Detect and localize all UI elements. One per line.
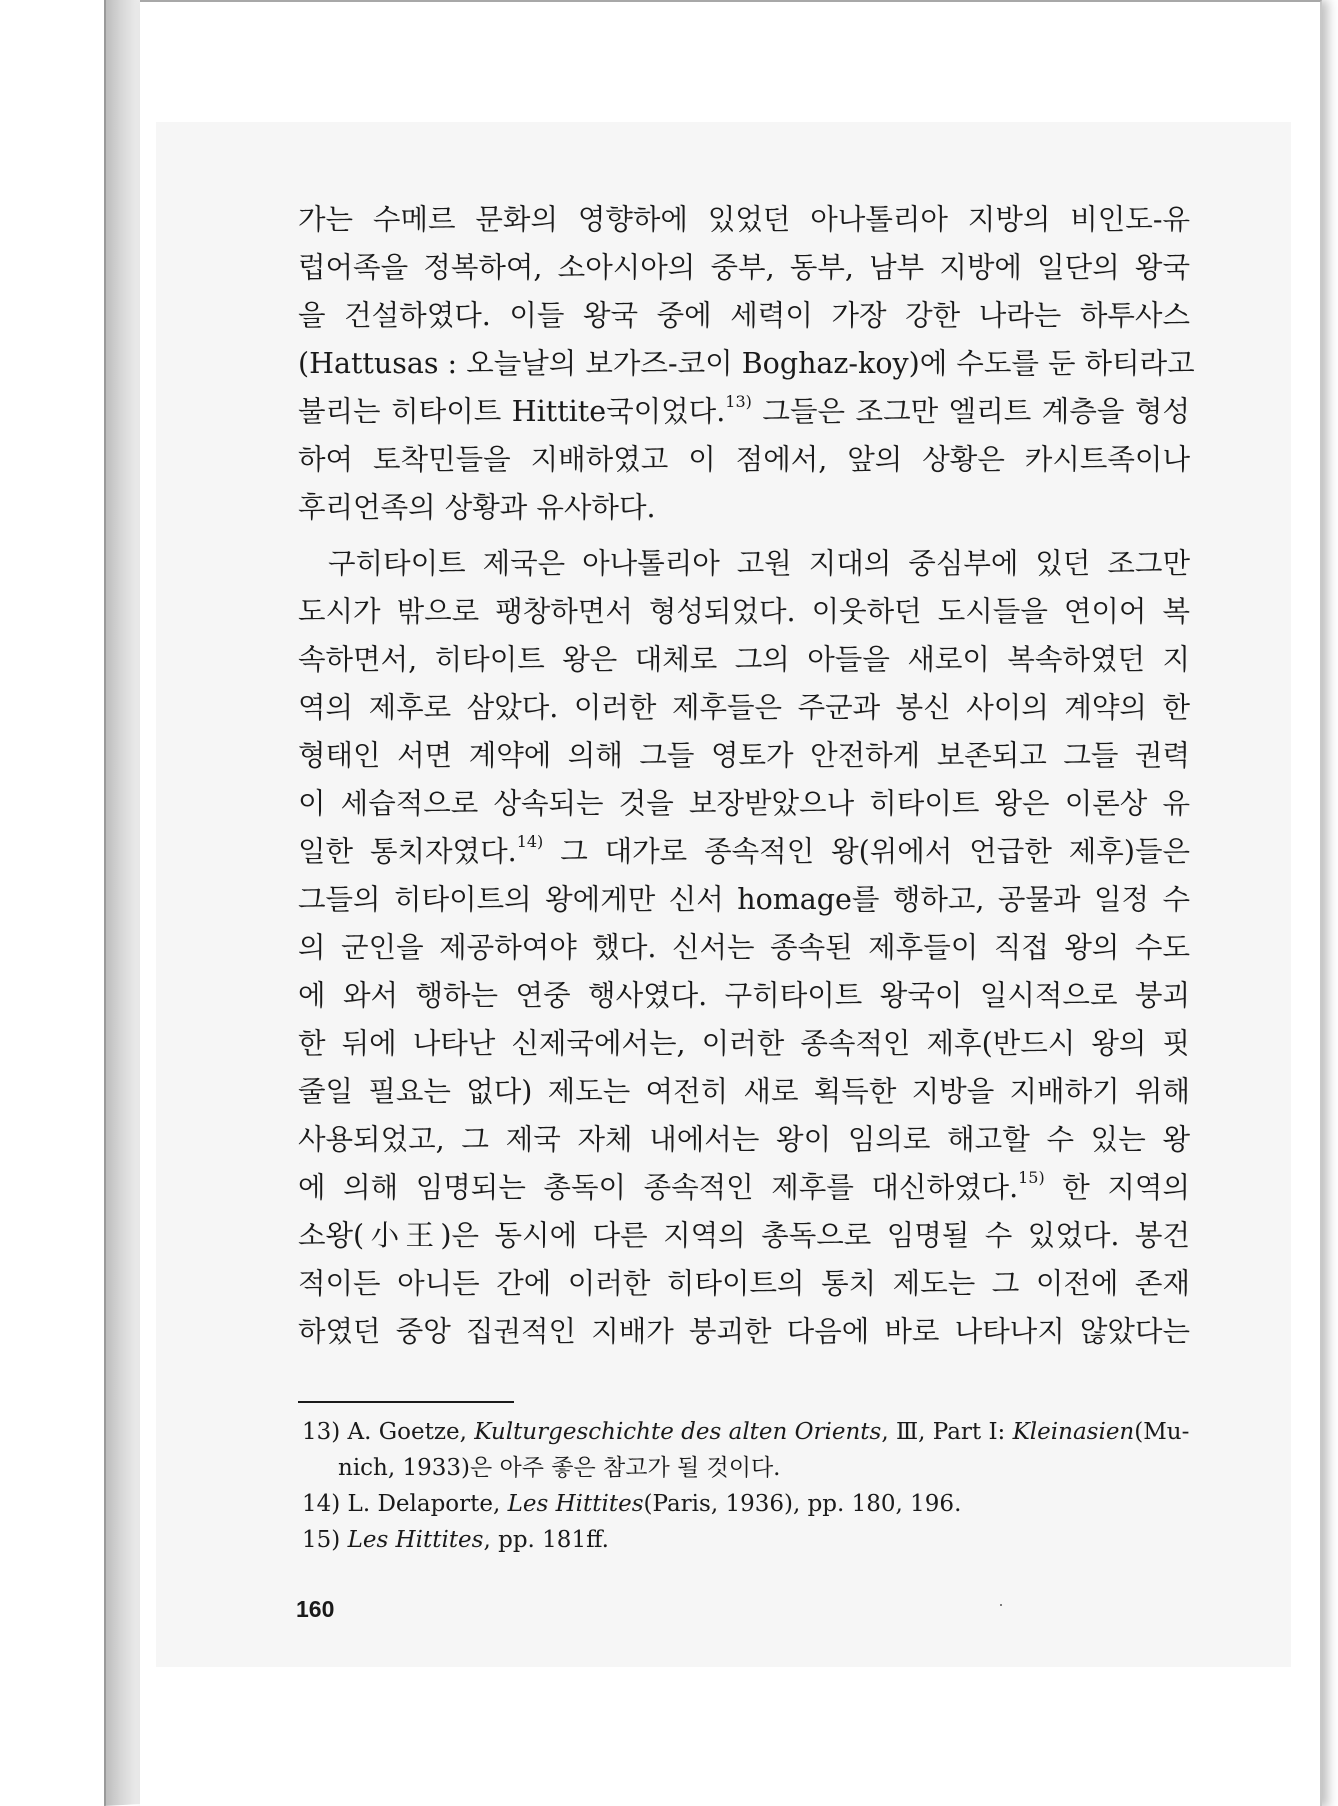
footnote-ref-13: 13) (725, 392, 752, 411)
footnotes (302, 1414, 1188, 1558)
footnote-number: 13) (302, 1419, 341, 1445)
text-line: 에 와서 행하는 연중 행사였다. 구히타이트 왕국이 일시적으로 붕괴 (298, 979, 1190, 1012)
text-run: 불리는 히타이트 Hittite국이었다. (298, 395, 726, 428)
footnote-text: (Paris, 1936), pp. 180, 196. (643, 1491, 962, 1517)
footnote-title: Les Hittites (507, 1491, 644, 1517)
scan-speck (1000, 1604, 1002, 1606)
text-line: 줄일 필요는 없다) 제도는 여전히 새로 획득한 지방을 지배하기 위해 (298, 1075, 1190, 1108)
text-line: 소왕(小王)은 동시에 다른 지역의 총독으로 임명될 수 있었다. 봉건 (298, 1219, 1190, 1252)
footnote-title: Kleinasien (1012, 1419, 1135, 1445)
page-number: 160 (296, 1596, 335, 1622)
text-line: 역의 제후로 삼았다. 이러한 제후들은 주군과 봉신 사이의 계약의 한 (298, 691, 1190, 724)
text-run: 일한 통치자였다. (298, 835, 517, 868)
text-line: 을 건설하였다. 이들 왕국 중에 세력이 가장 강한 나라는 하투사스 (298, 299, 1190, 332)
text-line: (Hattusas : 오늘날의 보가즈-코이 Boghaz-koy)에 수도를 둔 하티라고 (298, 347, 1195, 380)
footnote-text: , pp. 181ff. (483, 1527, 609, 1553)
text-line: 하였던 중앙 집권적인 지배가 붕괴한 다음에 바로 나타나지 않았다는 (298, 1315, 1190, 1348)
text-line: 속하면서, 히타이트 왕은 대체로 그의 아들을 새로이 복속하였던 지 (298, 643, 1190, 676)
footnote-14 (302, 1486, 1188, 1522)
footnote-text: L. Delaporte, (340, 1491, 508, 1517)
footnote-text: (Mu- (1134, 1419, 1190, 1445)
footnote-title: Les Hittites (347, 1527, 484, 1553)
footnote-15 (302, 1522, 1188, 1558)
footnote-text: A. Goetze, (340, 1419, 475, 1445)
text-run: 에 의해 임명되는 총독이 종속적인 제후를 대신하였다. (298, 1171, 1019, 1204)
text-run: 그 대가로 종속적인 왕(위에서 언급한 제후)들은 (543, 835, 1191, 868)
text-line: 적이든 아니든 간에 이러한 히타이트의 통치 제도는 그 이전에 존재 (298, 1267, 1190, 1300)
footnote-ref-15: 15) (1018, 1168, 1045, 1187)
text-line: 구히타이트 제국은 아나톨리아 고원 지대의 중심부에 있던 조그만 (328, 547, 1190, 580)
text-line: 형태인 서면 계약에 의해 그들 영토가 안전하게 보존되고 그들 권력 (298, 739, 1190, 772)
text-line: 도시가 밖으로 팽창하면서 형성되었다. 이웃하던 도시들을 연이어 복 (298, 595, 1190, 628)
footnote-13-continuation: nich, 1933)은 아주 좋은 참고가 될 것이다. (338, 1455, 781, 1481)
text-run: 그들은 조그만 엘리트 계층을 형성 (751, 395, 1190, 428)
text-line: 사용되었고, 그 제국 자체 내에서는 왕이 임의로 해고할 수 있는 왕 (298, 1123, 1190, 1156)
text-line: 하여 토착민들을 지배하였고 이 점에서, 앞의 상황은 카시트족이나 (298, 443, 1190, 476)
footnote-title: Kulturgeschichte des alten Orients (474, 1419, 882, 1445)
footnote-ref-14: 14) (516, 832, 544, 851)
text-line: 후리언족의 상황과 유사하다. (298, 491, 656, 524)
text-line (298, 828, 1190, 876)
footnote-13 (302, 1414, 1188, 1450)
text-line: 그들의 히타이트의 왕에게만 신서 homage를 행하고, 공물과 일정 수 (298, 883, 1190, 916)
text-line: 이 세습적으로 상속되는 것을 보장받았으나 히타이트 왕은 이론상 유 (298, 787, 1190, 820)
text-line: 럽어족을 정복하여, 소아시아의 중부, 동부, 남부 지방에 일단의 왕국 (298, 251, 1190, 284)
text-line (298, 1164, 1190, 1212)
footnote-number: 14) (302, 1491, 341, 1517)
text-line: 가는 수메르 문화의 영향하에 있었던 아나톨리아 지방의 비인도-유 (298, 203, 1190, 236)
text-run: 한 지역의 (1044, 1171, 1190, 1204)
footnote-number: 15) (302, 1527, 341, 1553)
text-line: 의 군인을 제공하여야 했다. 신서는 종속된 제후들이 직접 왕의 수도 (298, 931, 1190, 964)
body-text (298, 196, 1195, 1356)
text-line: 한 뒤에 나타난 신제국에서는, 이러한 종속적인 제후(반드시 왕의 핏 (298, 1027, 1190, 1060)
text-line (298, 388, 1190, 436)
footnote-text: , Ⅲ, Part Ⅰ: (881, 1419, 1013, 1445)
footnote-divider (298, 1401, 514, 1403)
footnote-text (340, 1527, 347, 1553)
